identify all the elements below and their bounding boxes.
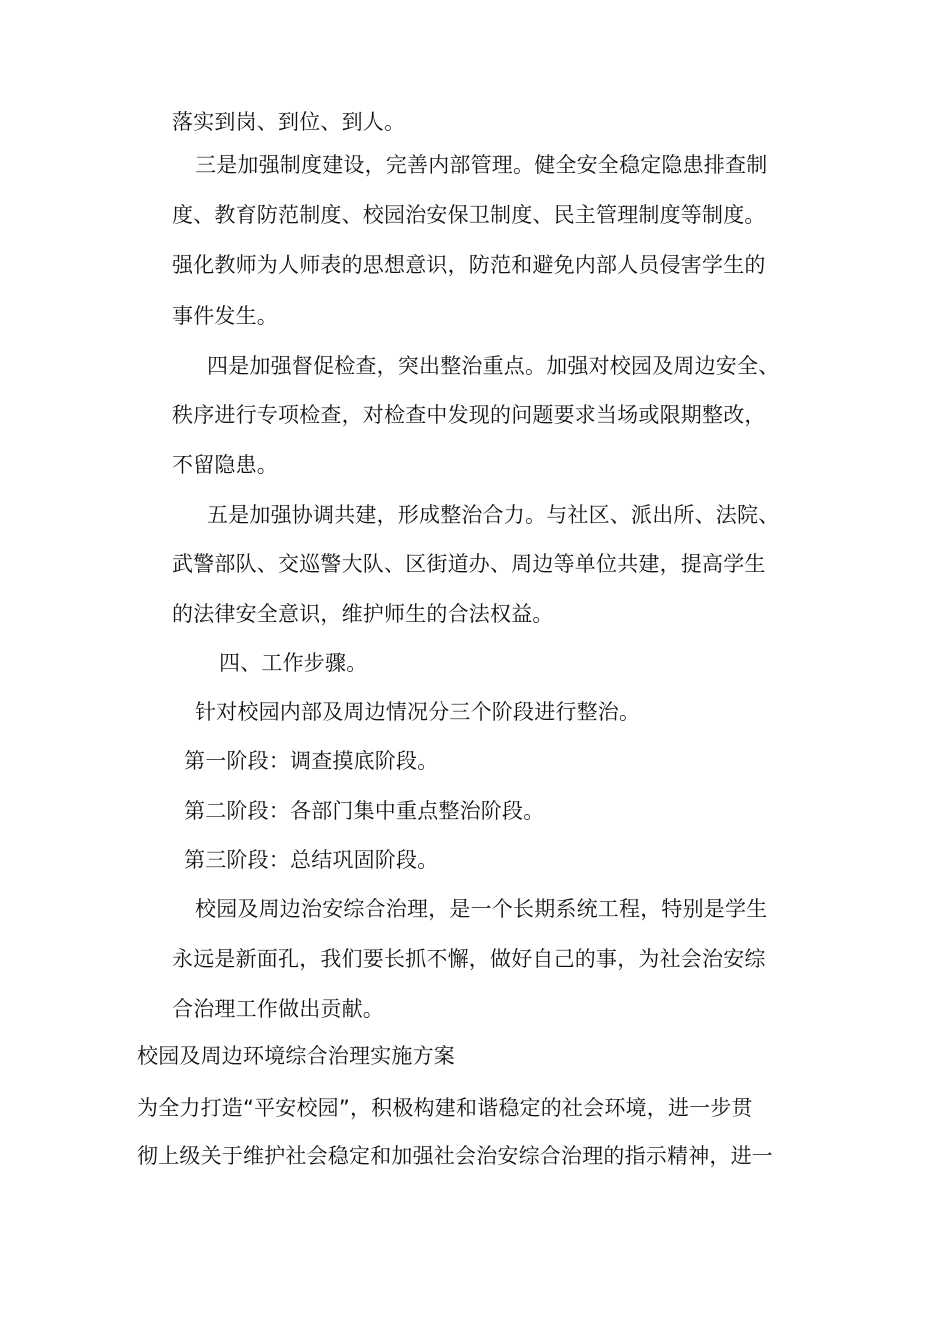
paragraph-line: 不留隐患。 [172,453,278,477]
list-item: 第三阶段：总结巩固阶段。 [184,848,439,872]
paragraph-line: 强化教师为人师表的思想意识，防范和避免内部人员侵害学生的 [172,253,766,277]
paragraph-line: 度、教育防范制度、校园治安保卫制度、民主管理制度等制度。 [172,203,766,227]
paragraph-line: 合治理工作做出贡献。 [172,997,384,1021]
paragraph-line: 三是加强制度建设，完善内部管理。健全安全稳定隐患排查制 [195,153,768,177]
paragraph-line: 校园及周边治安综合治理，是一个长期系统工程，特别是学生 [195,897,768,921]
paragraph-line: 事件发生。 [172,304,278,328]
paragraph-line: 武警部队、交巡警大队、区街道办、周边等单位共建，提高学生 [172,552,766,576]
paragraph-line: 落实到岗、到位、到人。 [172,110,406,134]
document-title: 校园及周边环境综合治理实施方案 [137,1044,455,1068]
paragraph-line: 针对校园内部及周边情况分三个阶段进行整治。 [195,700,641,724]
list-item: 第一阶段：调查摸底阶段。 [184,749,439,773]
paragraph-line: 五是加强协调共建，形成整治合力。与社区、派出所、法院、 [207,503,780,527]
paragraph-line: 为全力打造“平安校园”，积极构建和谐稳定的社会环境，进一步贯 [137,1096,753,1120]
paragraph-line: 彻上级关于维护社会稳定和加强社会治安综合治理的指示精神，进一 [137,1144,773,1168]
paragraph-line: 秩序进行专项检查，对检查中发现的问题要求当场或限期整改， [172,403,766,427]
paragraph-line: 永远是新面孔，我们要长抓不懈，做好自己的事，为社会治安综 [172,947,766,971]
list-item: 第二阶段：各部门集中重点整治阶段。 [184,799,545,823]
section-heading: 四、工作步骤。 [219,651,368,675]
paragraph-line: 的法律安全意识，维护师生的合法权益。 [172,602,554,626]
paragraph-line: 四是加强督促检查，突出整治重点。加强对校园及周边安全、 [207,354,780,378]
